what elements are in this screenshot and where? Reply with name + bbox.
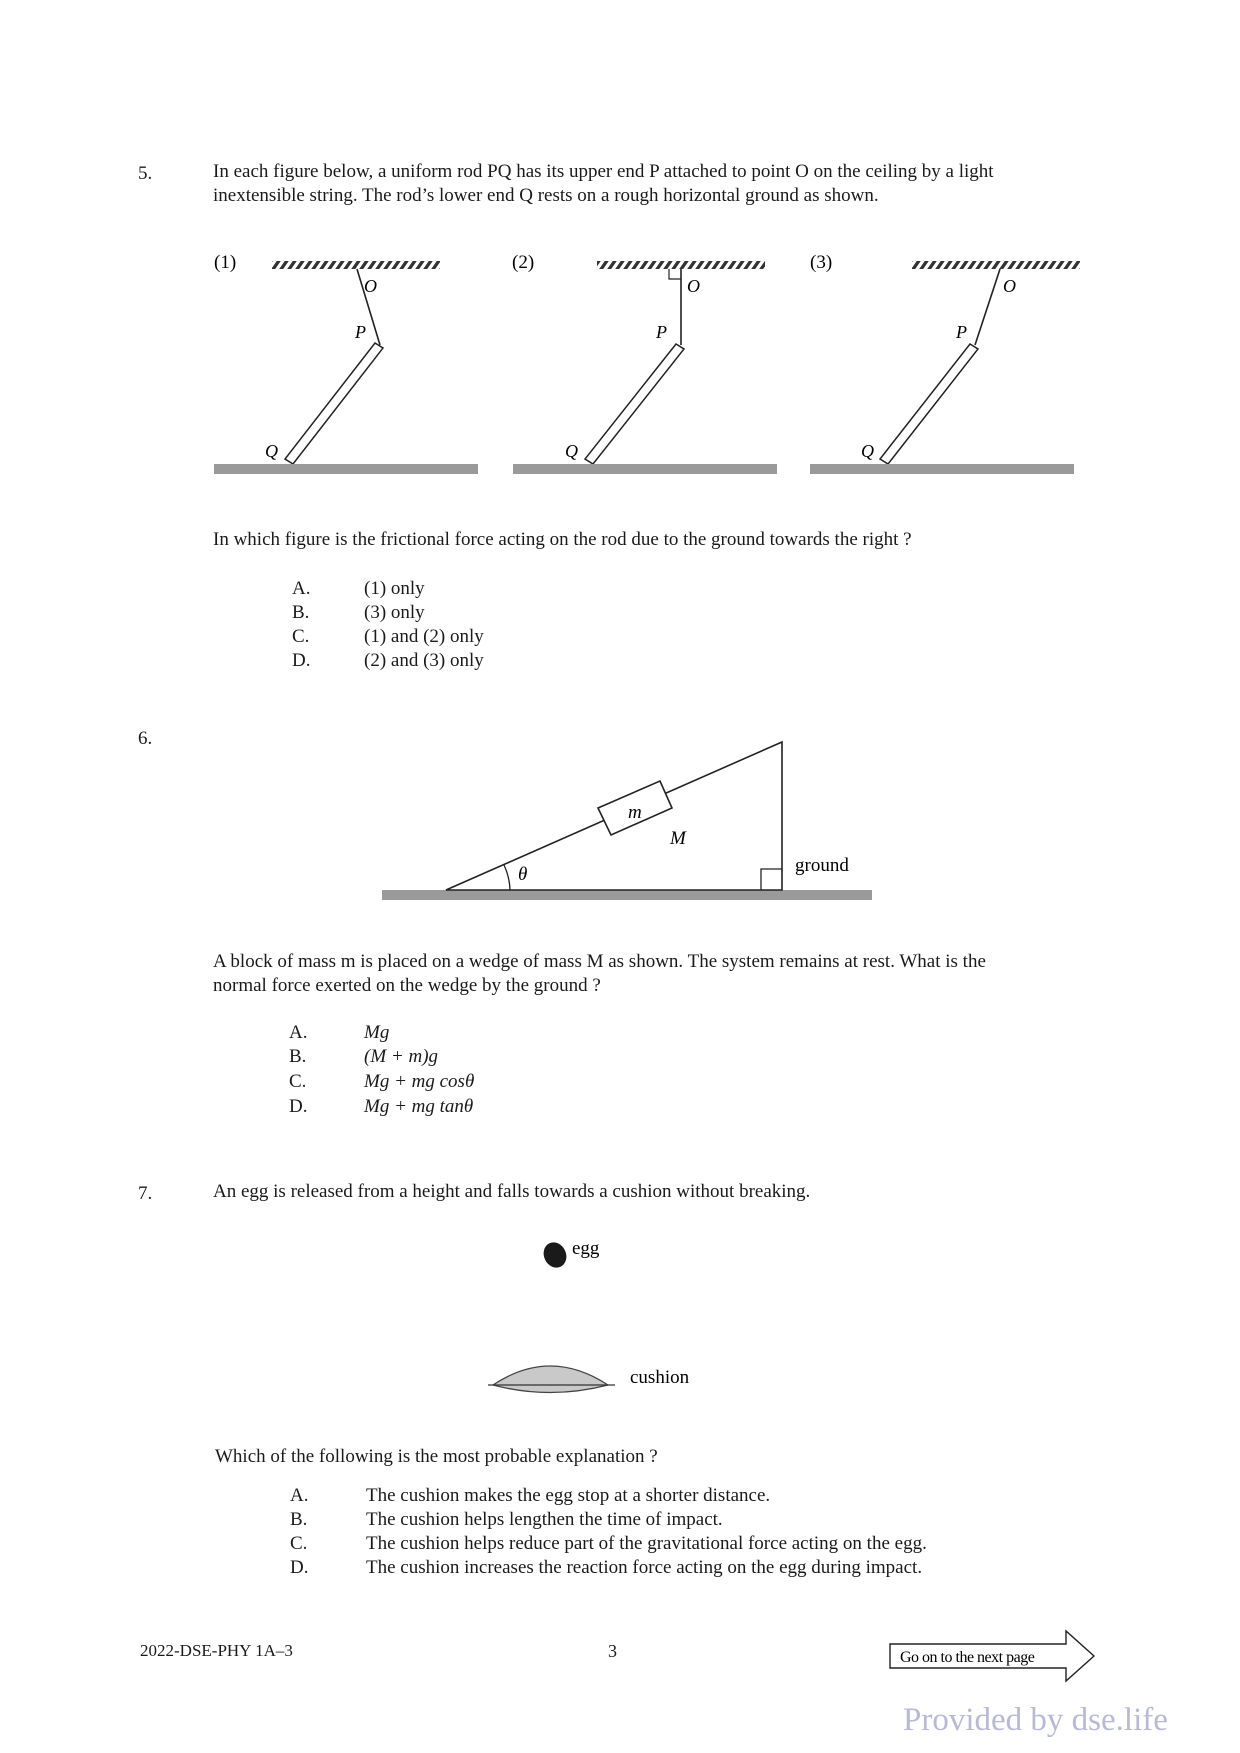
ceiling-3 [912,261,1080,269]
ceiling-2 [597,261,765,269]
figure-3-label: (3) [810,252,833,273]
figure-3 [810,252,1080,474]
ground-2 [513,464,777,474]
theta-label: θ [518,864,528,885]
point-q-label-2: Q [565,441,578,461]
point-o-label-3: O [1003,276,1016,296]
ground-3 [810,464,1074,474]
question-5-stem-line-2: inextensible string. The rod’s lower end Q rests on a rough horizontal ground as shown. [213,185,879,206]
question-6-stem-line-1: A block of mass m is placed on a wedge of mass M as shown. The system remains at rest. What is the [213,951,986,972]
paper-code: 2022-DSE-PHY 1A–3 [140,1641,293,1660]
cushion-label: cushion [630,1367,690,1388]
option-letter: B. [292,602,310,623]
question-6-stem [213,950,1113,998]
option-letter: C. [292,626,310,647]
rod-3 [880,344,978,464]
question-5-stem-line-1: In each figure below, a uniform rod PQ has its upper end P attached to point O on the ceiling by a light [213,161,994,182]
question-5-number: 5. [138,163,153,184]
option-text: (3) only [364,602,425,623]
question-7-prompt: Which of the following is the most probable explanation ? [215,1446,658,1467]
figure-1-label: (1) [214,252,237,273]
question-5-stem [213,160,1113,208]
question-5-figures [200,245,1100,490]
option-text: (1) only [364,578,425,599]
option-letter: A. [292,578,311,599]
block-mass-label: m [628,802,642,823]
string-3 [975,269,1000,345]
point-q-label-1: Q [265,441,278,461]
rod-1 [285,343,383,464]
option-text: Mg + mg tanθ [364,1096,474,1117]
question-7-stem: An egg is released from a height and falls towards a cushion without breaking. [213,1181,811,1202]
wedge-mass-label: M [670,828,686,849]
figure-2 [512,252,777,474]
next-page-label: Go on to the next page [900,1649,1035,1666]
ground-surface [382,890,872,900]
right-angle-mark-2 [669,269,681,279]
option-text: The cushion makes the egg stop at a shorter distance. [366,1485,771,1506]
figure-2-label: (2) [512,252,535,273]
point-p-label-3: P [956,322,967,342]
option-text: (1) and (2) only [364,626,484,647]
option-text: The cushion increases the reaction force acting on the egg during impact. [366,1557,923,1578]
question-6-number: 6. [138,728,153,749]
option-letter: C. [290,1533,308,1554]
egg-label: egg [572,1238,600,1259]
option-text: The cushion helps reduce part of the gravitational force acting on the egg. [366,1533,927,1554]
point-p-label-1: P [355,322,366,342]
option-text: (2) and (3) only [364,650,484,671]
point-q-label-3: Q [861,441,874,461]
watermark: Provided by dse.life [903,1702,1168,1738]
ceiling-1 [272,261,440,269]
question-7-figure [480,1230,730,1410]
option-letter: C. [289,1071,307,1092]
question-5-prompt: In which figure is the frictional force acting on the rod due to the ground towards the right ? [213,529,912,550]
option-text: The cushion helps lengthen the time of impact. [366,1509,723,1530]
option-letter: D. [292,650,311,671]
option-letter: D. [289,1096,308,1117]
option-letter: A. [290,1485,309,1506]
option-letter: D. [290,1557,309,1578]
question-6-figure [380,735,880,910]
question-7-number: 7. [138,1183,153,1204]
option-text: Mg + mg cosθ [364,1071,475,1092]
egg [540,1239,571,1272]
figure-1 [214,252,478,474]
cushion [493,1366,608,1393]
question-6-stem-line-2: normal force exerted on the wedge by the ground ? [213,975,601,996]
page-number: 3 [608,1641,617,1661]
option-text: (M + m)g [364,1046,439,1067]
option-text: Mg [364,1022,390,1043]
option-letter: B. [290,1509,308,1530]
ground-1 [214,464,478,474]
point-o-label-1: O [364,276,377,296]
next-page-arrow[interactable] [888,1628,1098,1684]
rod-2 [585,344,684,464]
point-p-label-2: P [656,322,667,342]
option-letter: B. [289,1046,307,1067]
ground-label: ground [795,855,849,876]
point-o-label-2: O [687,276,700,296]
option-letter: A. [289,1022,308,1043]
